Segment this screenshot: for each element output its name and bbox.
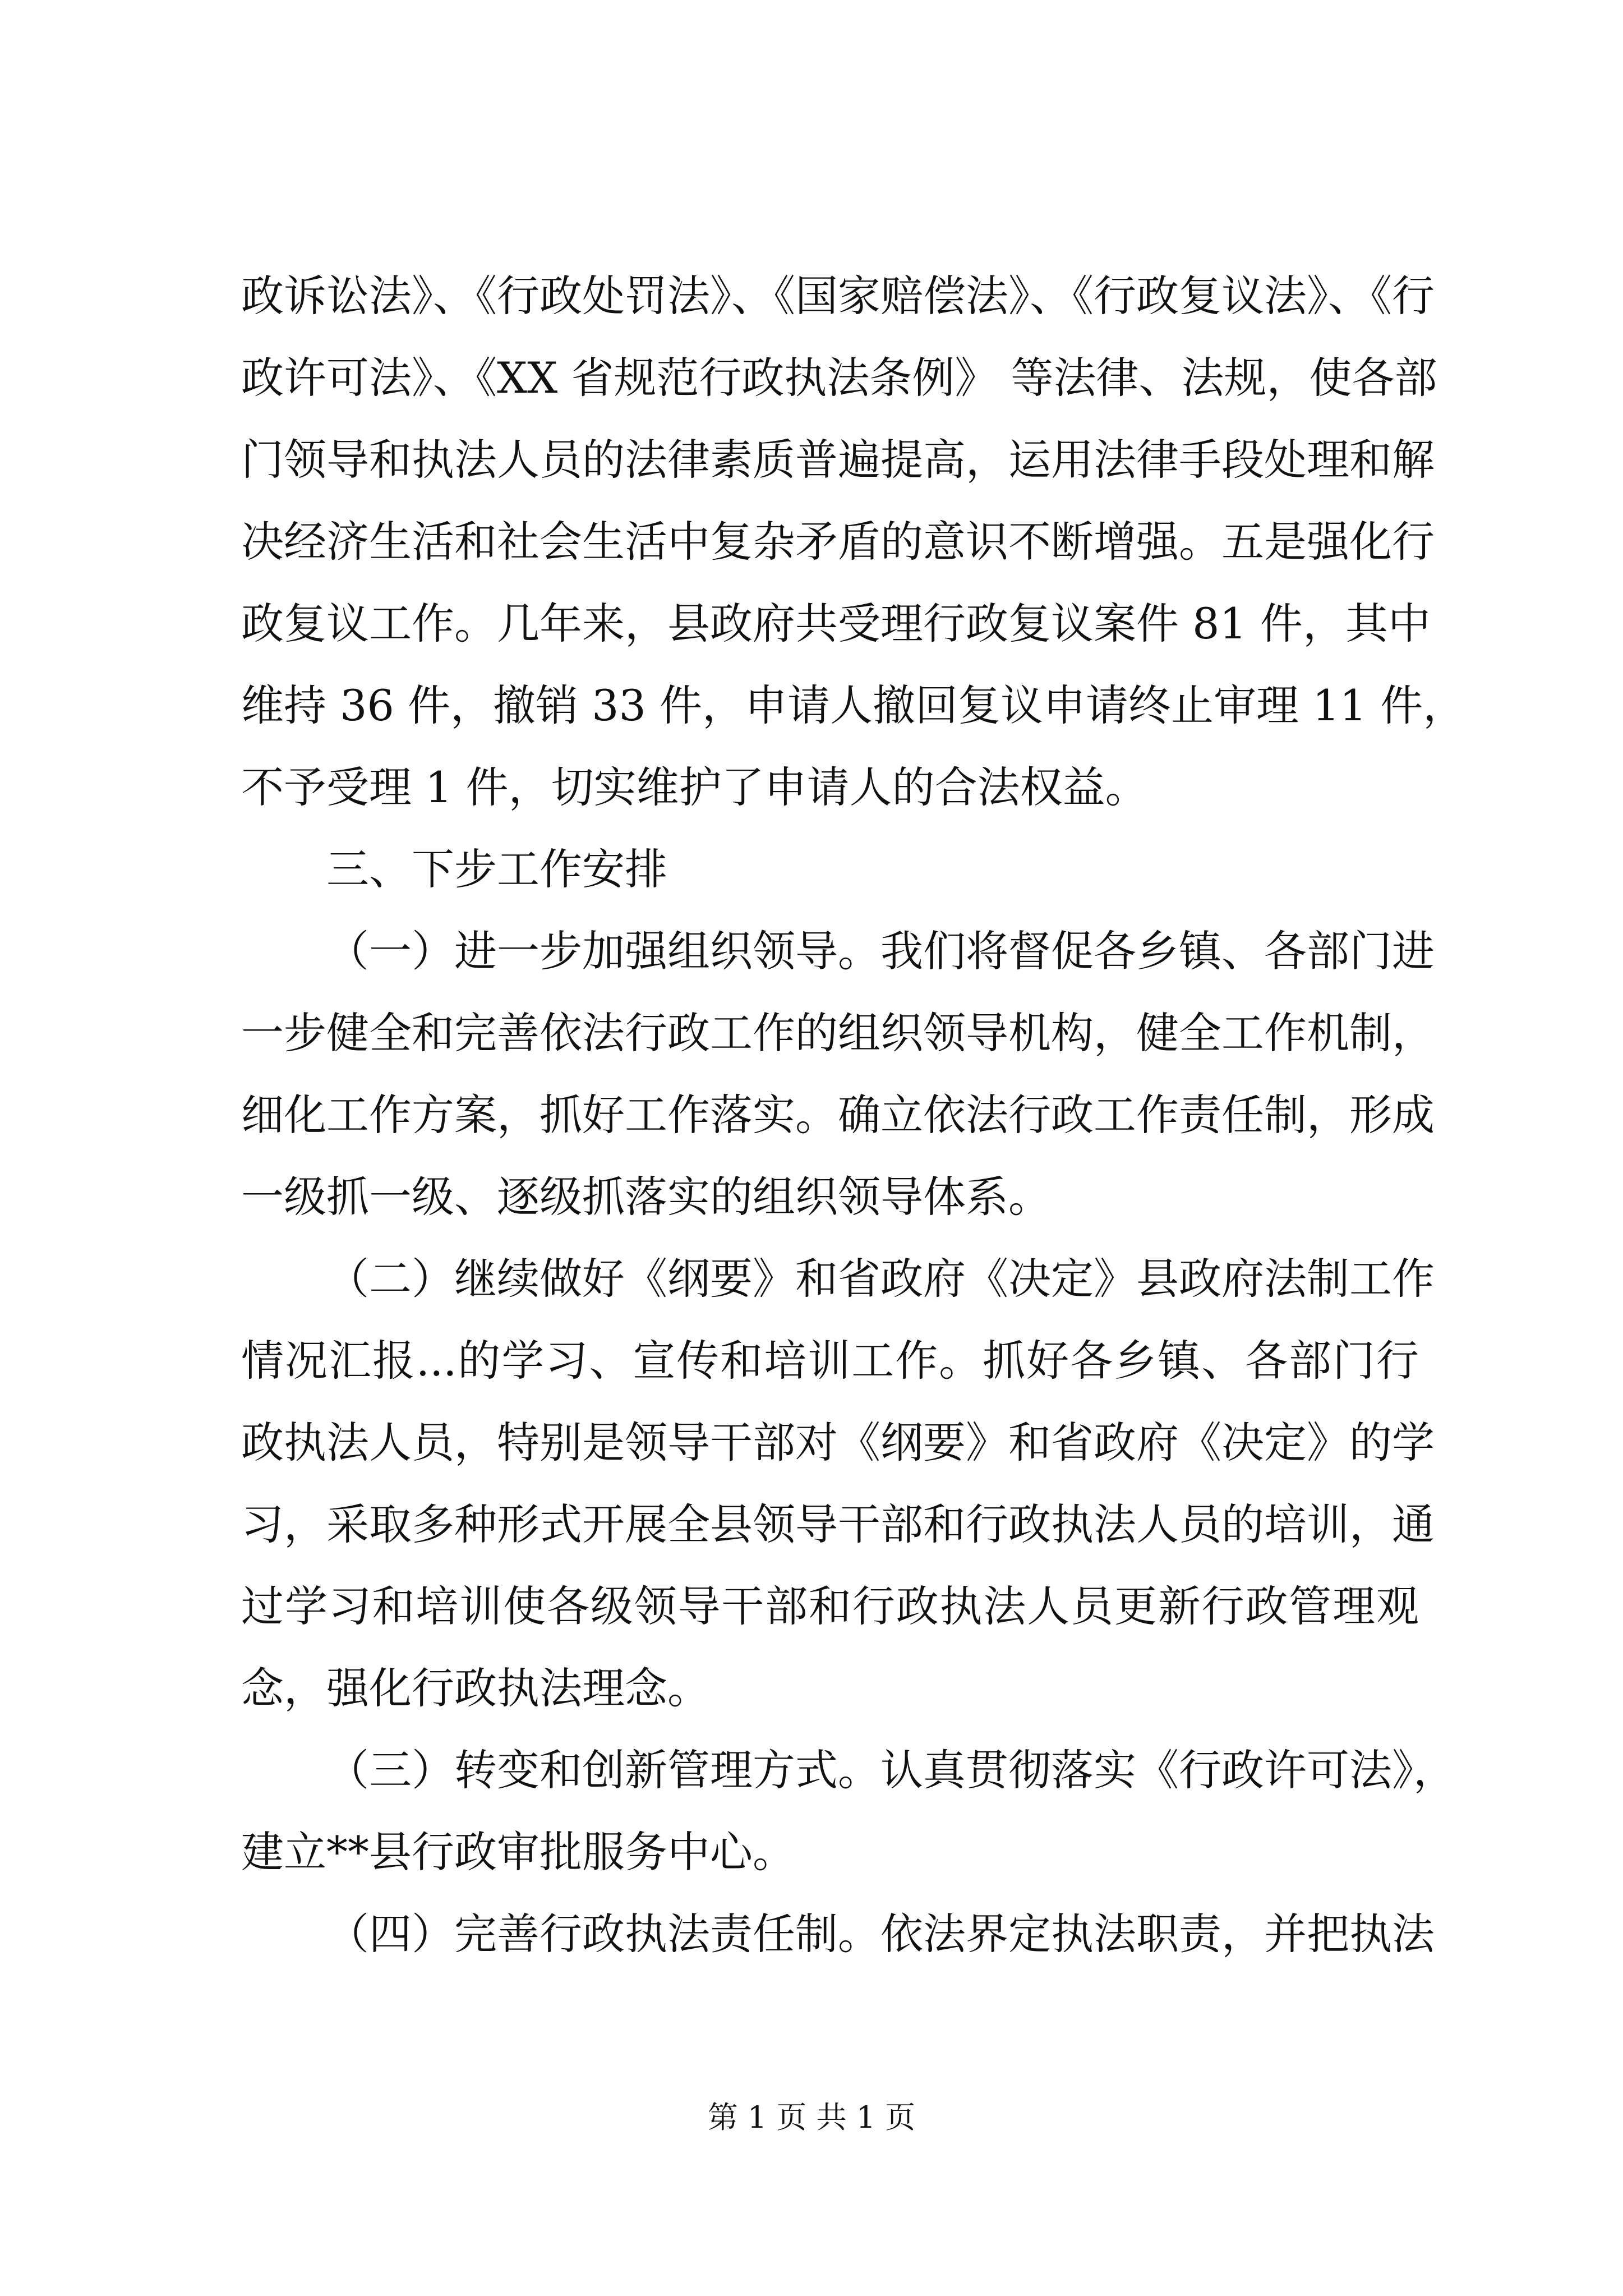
text-line-12: 一级抓一级、逐级抓落实的组织领导体系。	[241, 1172, 1051, 1222]
text-line-2: 政许可法》、《XX 省规范行政执法条例》 等法律、法规，使各部	[241, 353, 1437, 403]
text-line-9: （一）进一步加强组织领导。我们将督促各乡镇、各部门进	[326, 926, 1435, 976]
text-line-7: 不予受理 1 件，切实维护了申请人的合法权益。	[241, 762, 1148, 812]
page-footer: 第 1 页 共 1 页	[707, 2100, 916, 2135]
text-line-1: 政诉讼法》、《行政处罚法》、《国家赔偿法》、《行政复议法》、《行	[241, 271, 1435, 321]
text-line-21: （四）完善行政执法责任制。依法界定执法职责，并把执法	[326, 1909, 1435, 1959]
text-line-15: 政执法人员，特别是领导干部对《纲要》和省政府《决定》的学	[241, 1418, 1435, 1467]
document-body	[241, 255, 1466, 1975]
text-line-17: 过学习和培训使各级领导干部和行政执法人员更新行政管理观	[241, 1581, 1419, 1631]
text-line-20: 建立**县行政审批服务中心。	[241, 1827, 795, 1877]
text-line-13: （二）继续做好《纲要》和省政府《决定》县政府法制工作	[326, 1254, 1435, 1304]
text-line-6: 维持 36 件，撤销 33 件，申请人撤回复议申请终止审理 11 件，	[241, 680, 1466, 730]
text-line-16: 习，采取多种形式开展全县领导干部和行政执法人员的培训，通	[241, 1499, 1435, 1549]
text-line-3: 门领导和执法人员的法律素质普遍提高，运用法律手段处理和解	[241, 435, 1435, 485]
section-heading: 三、下步工作安排	[326, 844, 667, 894]
text-line-4: 决经济生活和社会生活中复杂矛盾的意识不断增强。五是强化行	[241, 517, 1435, 567]
text-line-14: 情况汇报...的学习、宣传和培训工作。抓好各乡镇、各部门行	[241, 1336, 1419, 1386]
text-line-19: （三）转变和创新管理方式。认真贯彻落实《行政许可法》，	[326, 1745, 1456, 1795]
text-line-5: 政复议工作。几年来，县政府共受理行政复议案件 81 件，其中	[241, 599, 1431, 648]
text-line-11: 细化工作方案，抓好工作落实。确立依法行政工作责任制，形成	[241, 1090, 1435, 1140]
text-line-18: 念，强化行政执法理念。	[241, 1663, 710, 1713]
text-line-10: 一步健全和完善依法行政工作的组织领导机构，健全工作机制，	[241, 1008, 1435, 1058]
